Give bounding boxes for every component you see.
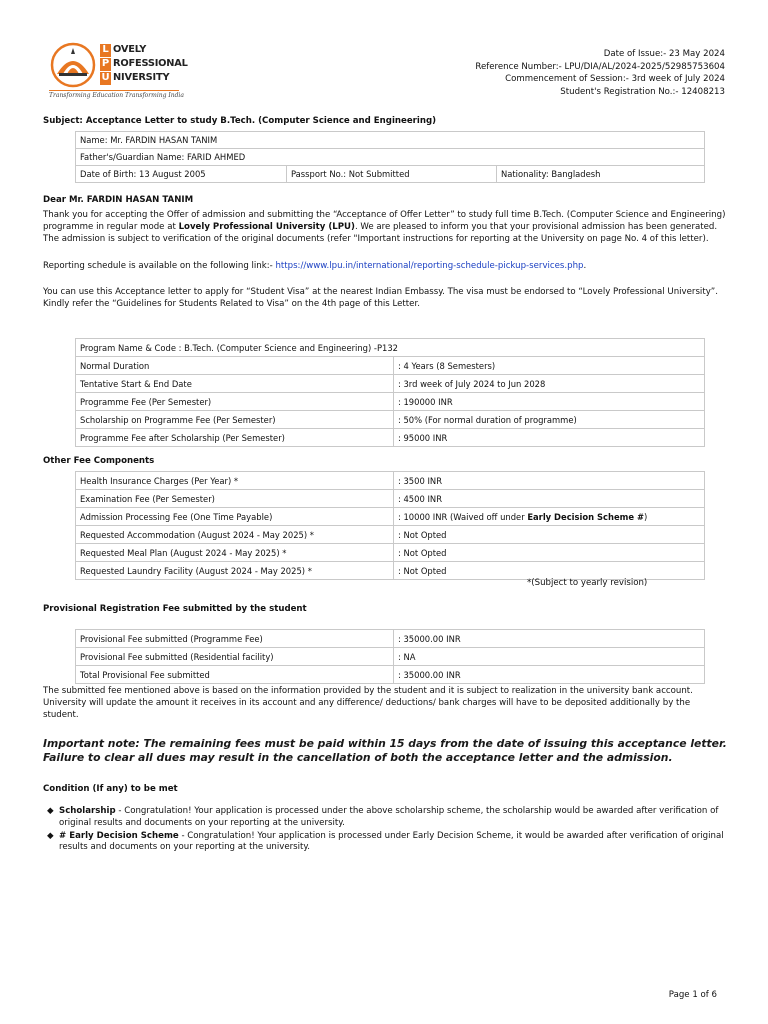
reference-number: Reference Number:- LPU/DIA/AL/2024-2025/52985753604 xyxy=(475,61,725,72)
fee-row-value: : Not Opted xyxy=(394,526,705,544)
program-row-value: : 3rd week of July 2024 to Jun 2028 xyxy=(394,375,705,393)
diamond-bullet-icon: ◆ xyxy=(47,830,54,841)
other-fees-table xyxy=(75,471,705,580)
fee-row-value: : 4500 INR xyxy=(394,490,705,508)
university-logo xyxy=(49,42,188,104)
other-fees-heading: Other Fee Components xyxy=(43,456,155,466)
logo-divider xyxy=(49,90,179,91)
date-of-birth: Date of Birth: 13 August 2005 xyxy=(76,166,287,183)
provisional-row-label: Provisional Fee submitted (Programme Fee) xyxy=(76,630,394,648)
condition-text: - Congratulation! Your application is processed under Early Decision Scheme, it would be awarded after verification of original results and documents on your reporting at the university. xyxy=(59,830,724,853)
date-of-issue: Date of Issue:- 23 May 2024 xyxy=(603,49,725,59)
condition-item-scholarship xyxy=(43,806,728,830)
fee-value-text: : 10000 INR (Waived off under xyxy=(398,511,528,522)
provisional-row-label: Provisional Fee submitted (Residential facility) xyxy=(76,648,394,666)
condition-title: # Early Decision Scheme xyxy=(59,830,179,841)
fee-row-label: Examination Fee (Per Semester) xyxy=(76,490,394,508)
conditions-list xyxy=(43,806,728,855)
logo-word-lovely: OVELY xyxy=(113,44,147,55)
program-name-code: Program Name & Code : B.Tech. (Computer Science and Engineering) -P132 xyxy=(76,339,705,357)
logo-letter-u: U xyxy=(101,72,110,83)
fee-row-value: : 3500 INR xyxy=(394,472,705,490)
fee-row-label: Requested Laundry Facility (August 2024 - May 2025) * xyxy=(76,562,394,580)
student-info-table xyxy=(75,131,705,183)
commencement-of-session: Commencement of Session:- 3rd week of July 2024 xyxy=(505,74,725,85)
intro-text-continued: . We are pleased to inform you that your provisional admission has been generated. The admission is subject to verification of the original documents (refer "Important instructions for reporting at the University on page No. 4 of this letter). xyxy=(43,221,718,244)
fee-row-label: Admission Processing Fee (One Time Payable) xyxy=(76,508,394,526)
program-row-label: Programme Fee (Per Semester) xyxy=(76,393,394,411)
conditions-heading: Condition (If any) to be met xyxy=(43,784,178,794)
fee-row-label: Requested Accommodation (August 2024 - May 2025) * xyxy=(76,526,394,544)
lpu-emblem-icon xyxy=(49,42,97,88)
condition-text: - Congratulation! Your application is processed under the above scholarship scheme, the scholarship would be awarded after verification of original results and documents on your reporting at the university. xyxy=(59,806,719,828)
nationality: Nationality: Bangladesh xyxy=(497,166,705,183)
yearly-revision-footnote: *(Subject to yearly revision) xyxy=(527,578,648,588)
condition-item-early-decision xyxy=(43,831,728,855)
early-decision-scheme: Early Decision Scheme # xyxy=(527,511,644,522)
intro-paragraph xyxy=(43,210,728,245)
guardian-name: Father's/Guardian Name: FARID AHMED xyxy=(76,149,705,166)
provisional-row-value: : 35000.00 INR xyxy=(394,666,705,684)
provisional-row-value: : NA xyxy=(394,648,705,666)
program-row-value: : 95000 INR xyxy=(394,429,705,447)
program-row-value: : 50% (For normal duration of programme) xyxy=(394,411,705,429)
salutation: Dear Mr. FARDIN HASAN TANIM xyxy=(43,195,194,205)
subject-line: Subject: Acceptance Letter to study B.Tech. (Computer Science and Engineering) xyxy=(43,116,437,126)
logo-tagline: Transforming Education Transforming India xyxy=(49,92,184,99)
fee-row-label: Health Insurance Charges (Per Year) * xyxy=(76,472,394,490)
reporting-schedule-link[interactable]: https://www.lpu.in/international/reporting-schedule-pickup-services.php xyxy=(275,261,584,271)
diamond-bullet-icon: ◆ xyxy=(47,806,54,816)
logo-letter-l: L xyxy=(100,44,111,57)
fee-row-label: Requested Meal Plan (August 2024 - May 2025) * xyxy=(76,544,394,562)
fee-row-value: : Not Opted xyxy=(394,562,705,580)
visa-paragraph: You can use this Acceptance letter to apply for “Student Visa” at the nearest Indian Embassy. The visa must be endorsed to “Lovely Professional University”. Kindly refer the “Guidelines for Students Related to Visa” on the 4th page of this Letter. xyxy=(43,287,718,309)
reporting-schedule-label: Reporting schedule is available on the following link:- xyxy=(43,261,276,271)
program-row-value: : 190000 INR xyxy=(394,393,705,411)
fee-realization-note: The submitted fee mentioned above is based on the information provided by the student and it is subject to realization in the university bank account. University will update the amount it receives in its account and any difference/ deductions/ bank charges will have to be deposited additionally by the student. xyxy=(43,686,693,720)
logo-word-professional: ROFESSIONAL xyxy=(113,58,188,69)
reporting-schedule-suffix: . xyxy=(583,261,587,271)
program-row-label: Programme Fee after Scholarship (Per Semester) xyxy=(76,429,394,447)
program-row-label: Tentative Start & End Date xyxy=(76,375,394,393)
logo-letter-p: P xyxy=(101,58,110,69)
registration-number: Student's Registration No.:- 12408213 xyxy=(560,86,725,97)
program-table xyxy=(75,338,705,447)
provisional-fee-table xyxy=(75,629,705,684)
program-row-label: Scholarship on Programme Fee (Per Semester) xyxy=(76,411,394,429)
reporting-schedule xyxy=(43,261,728,273)
logo-word-university: NIVERSITY xyxy=(113,72,170,83)
important-note: Important note: The remaining fees must be paid within 15 days from the date of issuing this acceptance letter. Failure to clear all dues may result in the cancellation of both the acceptance letter and the admission. xyxy=(43,737,727,764)
passport-number: Passport No.: Not Submitted xyxy=(287,166,497,183)
provisional-row-label: Total Provisional Fee submitted xyxy=(76,666,394,684)
intro-text: Thank you for accepting the Offer of admission and submitting the “Acceptance of Offer Letter” to study full time B.Tech. (Computer Science and Engineering) programme in regular mode at xyxy=(43,210,726,232)
program-row-label: Normal Duration xyxy=(76,357,394,375)
letter-header-info xyxy=(475,48,725,98)
student-name: Name: Mr. FARDIN HASAN TANIM xyxy=(76,132,705,149)
program-row-value: : 4 Years (8 Semesters) xyxy=(394,357,705,375)
fee-value-end: ) xyxy=(644,511,648,522)
page-number: Page 1 of 6 xyxy=(668,990,717,1000)
provisional-fee-heading: Provisional Registration Fee submitted by the student xyxy=(43,604,307,614)
fee-row-value: : Not Opted xyxy=(394,544,705,562)
university-name: Lovely Professional University (LPU) xyxy=(178,221,355,232)
condition-title: Scholarship xyxy=(59,806,116,816)
provisional-row-value: : 35000.00 INR xyxy=(394,630,705,648)
fee-row-value xyxy=(394,508,705,526)
